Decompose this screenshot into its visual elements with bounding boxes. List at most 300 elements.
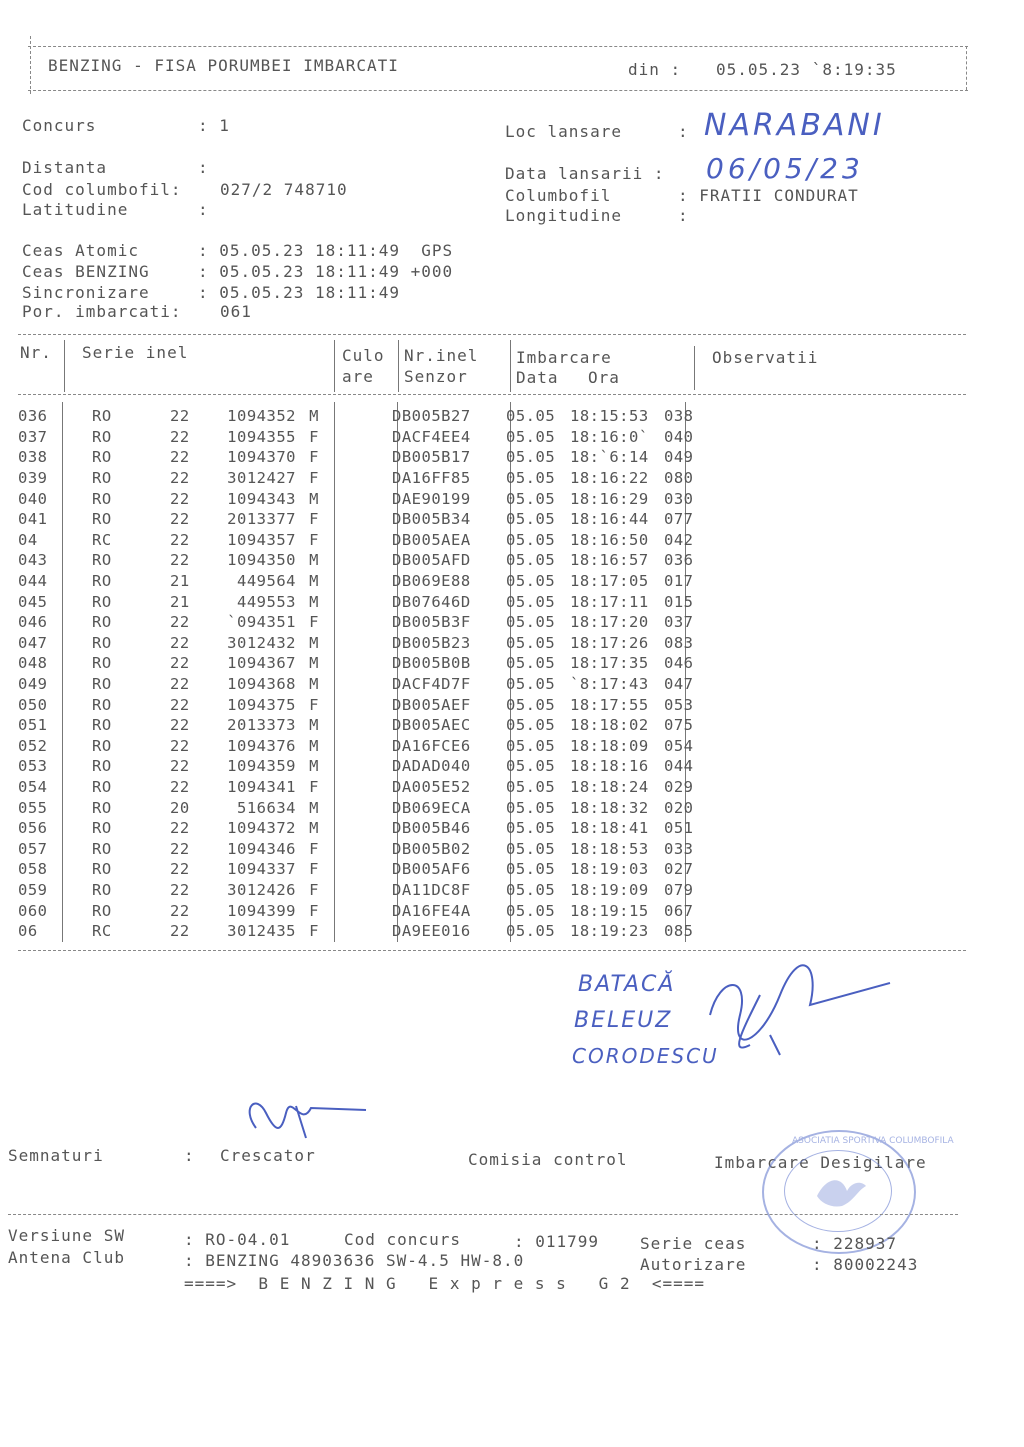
row-obs: 080 [664, 469, 694, 488]
row-date: 05.05 [506, 880, 556, 899]
row-sex: F [309, 860, 319, 879]
row-sex: F [309, 839, 319, 858]
table-row [18, 633, 724, 654]
row-sensor: DB005B23 [392, 633, 471, 652]
row-obs: 049 [664, 448, 694, 467]
row-country: RO [92, 798, 112, 817]
porumbei-imbarcati-value: 061 [220, 302, 252, 321]
header-nr-inel: Nr.inel [404, 346, 479, 365]
row-ring: 1094359 [227, 757, 296, 776]
benzing-express-banner: ====> B E N Z I N G E x p r e s s G 2 <==== [184, 1274, 706, 1293]
row-year: 22 [170, 510, 190, 529]
row-obs: 015 [664, 592, 694, 611]
row-time: 18:19:09 [570, 880, 649, 899]
row-nr: 050 [18, 695, 48, 714]
row-country: RO [92, 469, 112, 488]
row-ring: 1094350 [227, 551, 296, 570]
row-sex: F [309, 777, 319, 796]
row-ring: 2013377 [227, 510, 296, 529]
row-obs: 075 [664, 716, 694, 735]
loc-lansare-handwritten: NARABANI [704, 108, 885, 143]
row-culoare [332, 468, 392, 489]
pigeon-table-body [18, 406, 724, 941]
row-year: 22 [170, 922, 190, 941]
row-time: 18:17:55 [570, 695, 649, 714]
header-observatii: Observatii [712, 348, 819, 367]
footer-rule [8, 1214, 958, 1215]
table-row [18, 406, 724, 427]
row-obs: 079 [664, 880, 694, 899]
row-nr: 060 [18, 901, 48, 920]
row-country: RO [92, 695, 112, 714]
row-culoare [332, 756, 392, 777]
serie-ceas-label: Serie ceas [640, 1234, 747, 1253]
row-ring: 1094372 [227, 819, 296, 838]
row-sensor: DB005AEF [392, 695, 471, 714]
row-time: 18:16:22 [570, 469, 649, 488]
handwritten-name-2: BELEUZ [574, 1008, 673, 1033]
din-label: din : [628, 60, 682, 79]
row-time: 18:18:16 [570, 757, 649, 776]
row-time: 18:17:26 [570, 633, 649, 652]
row-time: 18:15:53 [570, 407, 649, 426]
row-nr: 054 [18, 777, 48, 796]
header-nr: Nr. [20, 343, 52, 362]
row-obs: 085 [664, 922, 694, 941]
row-nr: 06 [18, 922, 38, 941]
row-country: RO [92, 654, 112, 673]
row-nr: 041 [18, 510, 48, 529]
row-time: 18:18:24 [570, 777, 649, 796]
table-row [18, 653, 724, 674]
comisia-control-label: Comisia control [468, 1150, 628, 1169]
row-country: RO [92, 551, 112, 570]
row-ring: 1094399 [227, 901, 296, 920]
row-nr: 040 [18, 489, 48, 508]
col-sep-imbarcare [694, 346, 695, 390]
row-obs: 047 [664, 675, 694, 694]
row-culoare [332, 880, 392, 901]
latitudine-value: : [198, 200, 209, 219]
row-date: 05.05 [506, 798, 556, 817]
row-obs: 077 [664, 510, 694, 529]
row-year: 22 [170, 633, 190, 652]
row-date: 05.05 [506, 777, 556, 796]
row-obs: 083 [664, 633, 694, 652]
row-date: 05.05 [506, 633, 556, 652]
row-sensor: DB005AFD [392, 551, 471, 570]
row-sex: M [309, 654, 319, 673]
row-ring: 1094352 [227, 407, 296, 426]
row-country: RC [92, 922, 112, 941]
row-culoare [332, 509, 392, 530]
row-nr: 036 [18, 407, 48, 426]
row-date: 05.05 [506, 448, 556, 467]
row-nr: 043 [18, 551, 48, 570]
row-year: 21 [170, 572, 190, 591]
row-sex: F [309, 695, 319, 714]
row-date: 05.05 [506, 510, 556, 529]
row-culoare [332, 777, 392, 798]
table-top-rule [18, 334, 966, 335]
handwritten-name-3: CORODESCU [572, 1044, 719, 1068]
row-sensor: DA11DC8F [392, 880, 471, 899]
row-obs: 037 [664, 613, 694, 632]
cod-columbofil-value: 027/2 748710 [220, 180, 348, 199]
row-ring: 3012432 [227, 633, 296, 652]
document-title: BENZING - FISA PORUMBEI IMBARCATI [48, 56, 399, 75]
row-time: 18:18:02 [570, 716, 649, 735]
row-year: 22 [170, 407, 190, 426]
row-country: RO [92, 736, 112, 755]
row-ring: 1094337 [227, 860, 296, 879]
row-culoare [332, 447, 392, 468]
row-time: 18:16:50 [570, 530, 649, 549]
versiune-sw-value: : RO-04.01 [184, 1230, 291, 1249]
crescator-signature [236, 1088, 376, 1148]
row-year: 22 [170, 530, 190, 549]
row-year: 22 [170, 901, 190, 920]
row-sex: M [309, 592, 319, 611]
row-year: 22 [170, 880, 190, 899]
row-nr: 056 [18, 819, 48, 838]
handwritten-name-1: BATACĂ [578, 972, 676, 997]
row-time: 18:18:41 [570, 819, 649, 838]
row-sensor: DB005B3F [392, 613, 471, 632]
row-time: 18:17:35 [570, 654, 649, 673]
row-country: RO [92, 880, 112, 899]
table-row [18, 900, 724, 921]
row-ring: 1094355 [227, 427, 296, 446]
table-row [18, 509, 724, 530]
row-ring: 1094376 [227, 736, 296, 755]
row-time: 18:18:32 [570, 798, 649, 817]
table-row [18, 427, 724, 448]
antena-club-label: Antena Club [8, 1248, 125, 1267]
header-ora: Ora [588, 368, 620, 387]
row-culoare [332, 653, 392, 674]
row-country: RO [92, 839, 112, 858]
table-row [18, 715, 724, 736]
row-ring: 1094341 [227, 777, 296, 796]
row-culoare [332, 612, 392, 633]
table-row [18, 736, 724, 757]
longitudine-value: : [678, 206, 689, 225]
row-time: 18:19:15 [570, 901, 649, 920]
pigeon-table [18, 406, 724, 941]
row-country: RO [92, 592, 112, 611]
row-culoare [332, 633, 392, 654]
table-row [18, 797, 724, 818]
row-sensor: DB069E88 [392, 572, 471, 591]
row-sensor: DB005B0B [392, 654, 471, 673]
table-row [18, 777, 724, 798]
semnaturi-label: Semnaturi [8, 1146, 104, 1165]
row-sex: M [309, 407, 319, 426]
concurs-label: Concurs [22, 116, 97, 135]
row-sex: F [309, 613, 319, 632]
table-row [18, 530, 724, 551]
table-row [18, 550, 724, 571]
row-time: 18:16:0` [570, 427, 649, 446]
row-sex: F [309, 427, 319, 446]
ceas-benzing-label: Ceas BENZING [22, 262, 150, 281]
row-sensor: DB005AEC [392, 716, 471, 735]
serie-ceas-value: : 228937 [812, 1234, 898, 1253]
stamp-text: ASOCIATIA SPORTIVA COLUMBOFILA [792, 1136, 954, 1146]
table-row [18, 571, 724, 592]
din-value: 05.05.23 `8:19:35 [716, 60, 897, 79]
row-nr: 046 [18, 613, 48, 632]
data-lansarii-handwritten: 06/05/23 [706, 152, 864, 185]
autorizare-value: : 80002243 [812, 1255, 919, 1274]
row-date: 05.05 [506, 551, 556, 570]
row-sensor: DB07646D [392, 592, 471, 611]
row-obs: 046 [664, 654, 694, 673]
row-sensor: DAE90199 [392, 489, 471, 508]
row-culoare [332, 921, 392, 942]
row-obs: 042 [664, 530, 694, 549]
row-year: 22 [170, 695, 190, 714]
row-time: 18:17:20 [570, 613, 649, 632]
ceas-atomic-label: Ceas Atomic [22, 241, 139, 260]
row-country: RO [92, 757, 112, 776]
row-ring: 1094375 [227, 695, 296, 714]
row-nr: 057 [18, 839, 48, 858]
row-sex: M [309, 819, 319, 838]
row-country: RO [92, 633, 112, 652]
row-culoare [332, 550, 392, 571]
row-obs: 051 [664, 819, 694, 838]
row-ring: 1094368 [227, 675, 296, 694]
versiune-sw-label: Versiune SW [8, 1226, 125, 1245]
row-nr: 047 [18, 633, 48, 652]
row-time: 18:16:44 [570, 510, 649, 529]
row-culoare [332, 406, 392, 427]
row-date: 05.05 [506, 572, 556, 591]
antena-club-value: : BENZING 48903636 SW-4.5 HW-8.0 [184, 1251, 525, 1270]
row-ring: 1094343 [227, 489, 296, 508]
row-country: RO [92, 448, 112, 467]
row-obs: 033 [664, 839, 694, 858]
row-obs: 040 [664, 427, 694, 446]
row-country: RO [92, 716, 112, 735]
header-imbarcare: Imbarcare [516, 348, 612, 367]
cod-concurs-value: : 011799 [514, 1232, 600, 1251]
row-date: 05.05 [506, 901, 556, 920]
cod-columbofil-label: Cod columbofil: [22, 180, 182, 199]
row-year: 22 [170, 757, 190, 776]
columbofil-value: : FRATII CONDURAT [678, 186, 859, 205]
row-sensor: DACF4D7F [392, 675, 471, 694]
row-culoare [332, 427, 392, 448]
row-sex: M [309, 757, 319, 776]
row-sex: M [309, 675, 319, 694]
header-data: Data [516, 368, 559, 387]
row-culoare [332, 591, 392, 612]
table-row [18, 612, 724, 633]
row-country: RO [92, 819, 112, 838]
row-year: 22 [170, 839, 190, 858]
row-sex: M [309, 716, 319, 735]
row-sensor: DB069ECA [392, 798, 471, 817]
row-sensor: DA9EE016 [392, 922, 471, 941]
autorizare-label: Autorizare [640, 1255, 747, 1274]
row-obs: 038 [664, 407, 694, 426]
row-sex: M [309, 633, 319, 652]
row-culoare [332, 571, 392, 592]
row-sex: M [309, 798, 319, 817]
row-year: 22 [170, 613, 190, 632]
row-year: 22 [170, 675, 190, 694]
row-country: RO [92, 613, 112, 632]
row-date: 05.05 [506, 675, 556, 694]
row-ring: `094351 [227, 613, 296, 632]
row-date: 05.05 [506, 757, 556, 776]
row-year: 22 [170, 469, 190, 488]
row-ring: 516634 [237, 798, 296, 817]
row-sensor: DACF4EE4 [392, 427, 471, 446]
row-culoare [332, 797, 392, 818]
semnaturi-sep: : [184, 1146, 195, 1165]
row-culoare [332, 488, 392, 509]
row-culoare [332, 838, 392, 859]
row-year: 22 [170, 654, 190, 673]
row-year: 22 [170, 860, 190, 879]
row-time: 18:17:05 [570, 572, 649, 591]
header-senzor: Senzor [404, 367, 468, 386]
row-ring: 3012426 [227, 880, 296, 899]
row-sensor: DADAD040 [392, 757, 471, 776]
row-year: 22 [170, 551, 190, 570]
row-culoare [332, 736, 392, 757]
row-year: 21 [170, 592, 190, 611]
row-date: 05.05 [506, 530, 556, 549]
table-row [18, 447, 724, 468]
table-row [18, 468, 724, 489]
row-obs: 020 [664, 798, 694, 817]
row-date: 05.05 [506, 695, 556, 714]
row-date: 05.05 [506, 469, 556, 488]
row-date: 05.05 [506, 839, 556, 858]
col-sep-nr [64, 340, 65, 392]
row-year: 22 [170, 448, 190, 467]
row-culoare [332, 818, 392, 839]
row-sensor: DB005B27 [392, 407, 471, 426]
row-ring: 3012427 [227, 469, 296, 488]
row-obs: 054 [664, 736, 694, 755]
row-ring: 1094367 [227, 654, 296, 673]
row-date: 05.05 [506, 716, 556, 735]
row-date: 05.05 [506, 654, 556, 673]
row-nr: 037 [18, 427, 48, 446]
row-obs: 053 [664, 695, 694, 714]
row-nr: 058 [18, 860, 48, 879]
row-country: RO [92, 777, 112, 796]
row-ring: 1094357 [227, 530, 296, 549]
row-ring: 449553 [237, 592, 296, 611]
row-nr: 048 [18, 654, 48, 673]
table-row [18, 591, 724, 612]
row-culoare [332, 674, 392, 695]
row-nr: 044 [18, 572, 48, 591]
row-time: 18:`6:14 [570, 448, 649, 467]
row-nr: 039 [18, 469, 48, 488]
table-row [18, 921, 724, 942]
distanta-value: : [198, 158, 209, 177]
row-nr: 038 [18, 448, 48, 467]
row-date: 05.05 [506, 819, 556, 838]
loc-lansare-label: Loc lansare [505, 122, 622, 141]
row-sex: F [309, 922, 319, 941]
row-time: `8:17:43 [570, 675, 649, 694]
table-row [18, 818, 724, 839]
row-time: 18:19:23 [570, 922, 649, 941]
row-time: 18:16:29 [570, 489, 649, 508]
row-year: 22 [170, 777, 190, 796]
header-border-right [966, 46, 967, 90]
row-country: RO [92, 675, 112, 694]
row-sex: F [309, 469, 319, 488]
row-time: 18:19:03 [570, 860, 649, 879]
dove-icon [812, 1166, 868, 1216]
row-nr: 049 [18, 675, 48, 694]
table-row [18, 859, 724, 880]
row-nr: 053 [18, 757, 48, 776]
row-culoare [332, 715, 392, 736]
row-sex: M [309, 736, 319, 755]
row-sensor: DA16FE4A [392, 901, 471, 920]
header-culoare-2: are [342, 367, 374, 386]
header-serie-inel: Serie inel [82, 343, 189, 362]
row-sensor: DA16FCE6 [392, 736, 471, 755]
header-culoare-1: Culo [342, 346, 385, 365]
row-time: 18:18:53 [570, 839, 649, 858]
table-header-rule [18, 394, 966, 395]
row-obs: 017 [664, 572, 694, 591]
row-sex: F [309, 448, 319, 467]
cod-concurs-label: Cod concurs [344, 1230, 461, 1249]
row-time: 18:17:11 [570, 592, 649, 611]
row-nr: 052 [18, 736, 48, 755]
row-nr: 055 [18, 798, 48, 817]
row-ring: 1094346 [227, 839, 296, 858]
row-date: 05.05 [506, 592, 556, 611]
row-year: 22 [170, 736, 190, 755]
row-sensor: DB005B34 [392, 510, 471, 529]
header-border-left [30, 36, 31, 94]
row-ring: 1094370 [227, 448, 296, 467]
row-country: RO [92, 860, 112, 879]
row-time: 18:16:57 [570, 551, 649, 570]
row-country: RO [92, 407, 112, 426]
row-ring: 449564 [237, 572, 296, 591]
table-row [18, 488, 724, 509]
row-time: 18:18:09 [570, 736, 649, 755]
row-sex: M [309, 489, 319, 508]
header-border-bottom [28, 90, 968, 91]
row-year: 22 [170, 427, 190, 446]
table-bottom-rule [18, 950, 966, 951]
row-country: RO [92, 427, 112, 446]
row-year: 20 [170, 798, 190, 817]
row-date: 05.05 [506, 922, 556, 941]
row-sex: F [309, 880, 319, 899]
table-row [18, 756, 724, 777]
row-year: 22 [170, 819, 190, 838]
row-obs: 027 [664, 860, 694, 879]
row-sensor: DB005AEA [392, 530, 471, 549]
